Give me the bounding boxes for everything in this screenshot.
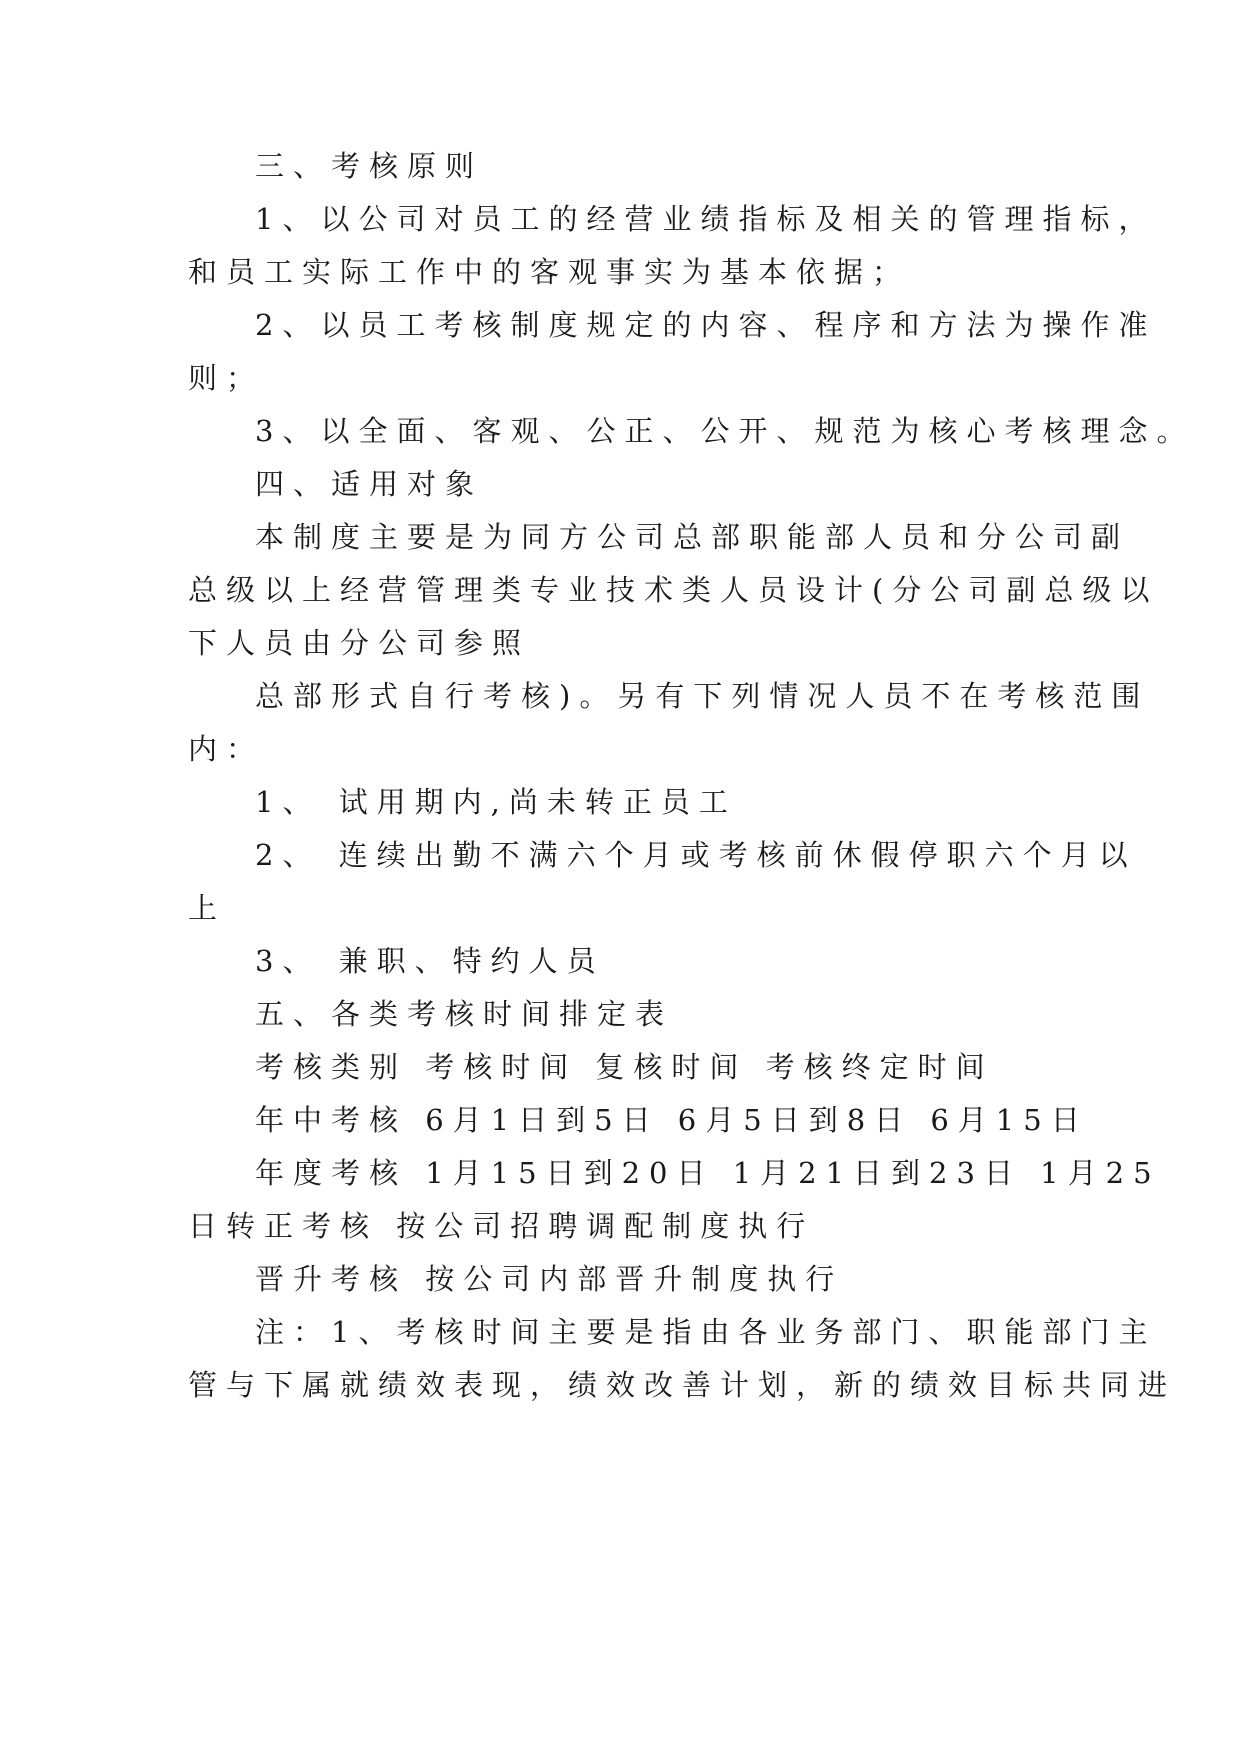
section-heading-schedule: 五、各类考核时间排定表 <box>255 997 674 1031</box>
paragraph-line: 3、以全面、客观、公正、公开、规范为核心考核理念。 <box>255 414 1195 448</box>
paragraph-line: 本制度主要是为同方公司总部职能部人员和分公司副 <box>255 520 1130 554</box>
note-line: 注：1、考核时间主要是指由各业务部门、职能部门主 <box>255 1315 1157 1349</box>
schedule-row-line: 晋升考核 按公司内部晋升制度执行 <box>255 1262 844 1296</box>
paragraph-line: 总部形式自行考核)。另有下列情况人员不在考核范围 <box>255 679 1150 713</box>
paragraph-line: 2、以员工考核制度规定的内容、程序和方法为操作准 <box>255 308 1157 342</box>
list-item: 1、 试用期内,尚未转正员工 <box>255 785 737 819</box>
section-heading-scope: 四、适用对象 <box>255 467 484 501</box>
note-line: 管与下属就绩效表现，绩效改善计划，新的绩效目标共同进 <box>188 1368 1177 1402</box>
paragraph-line: 1、以公司对员工的经营业绩指标及相关的管理指标， <box>255 202 1157 236</box>
paragraph-line: 则； <box>188 361 265 395</box>
section-heading-principles: 三、考核原则 <box>255 149 484 183</box>
paragraph-line: 内： <box>188 732 265 766</box>
paragraph-line: 总级以上经营管理类专业技术类人员设计(分公司副总级以 <box>188 573 1159 607</box>
schedule-row-line: 日转正考核 按公司招聘调配制度执行 <box>188 1209 815 1243</box>
schedule-header-line: 考核类别 考核时间 复核时间 考核终定时间 <box>255 1050 994 1084</box>
schedule-row-line: 年中考核 6月1日到5日 6月5日到8日 6月15日 <box>255 1103 1089 1137</box>
list-item: 3、 兼职、特约人员 <box>255 944 605 978</box>
list-item: 2、 连续出勤不满六个月或考核前休假停职六个月以 <box>255 838 1137 872</box>
paragraph-line: 下人员由分公司参照 <box>188 626 531 660</box>
schedule-row-line: 年度考核 1月15日到20日 1月21日到23日 1月25 <box>255 1156 1161 1190</box>
paragraph-line: 和员工实际工作中的客观事实为基本依据； <box>188 255 911 289</box>
paragraph-line: 上 <box>188 891 227 925</box>
